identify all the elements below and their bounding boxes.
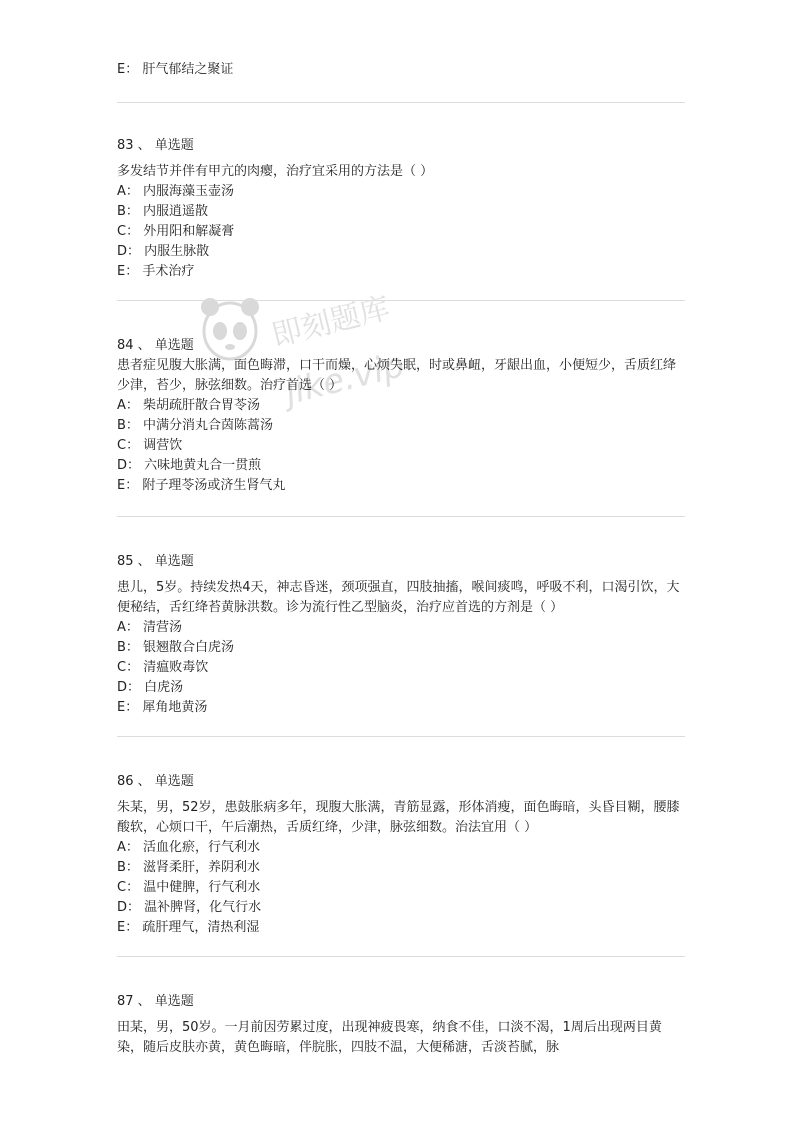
option-e[interactable]: E： 犀角地黄汤 [117, 700, 208, 715]
option-b[interactable]: B： 银翘散合白虎汤 [117, 640, 235, 655]
option-c[interactable]: C： 清瘟败毒饮 [117, 660, 209, 675]
option-a[interactable]: A： 活血化瘀，行气利水 [117, 840, 261, 855]
divider [117, 956, 685, 957]
divider [117, 736, 685, 737]
question-header: 87 、 单选题 [117, 994, 194, 1009]
question-83 [117, 136, 433, 282]
divider [117, 516, 685, 517]
question-84 [117, 336, 685, 496]
option-b[interactable]: B： 中满分消丸合茵陈蒿汤 [117, 418, 274, 433]
prev-option-e: E： 肝气郁结之聚证 [117, 62, 234, 77]
option-b[interactable]: B： 内服逍遥散 [117, 204, 209, 219]
divider [117, 102, 685, 103]
option-a[interactable]: A： 内服海藻玉壶汤 [117, 184, 235, 199]
option-d[interactable]: D： 白虎汤 [117, 680, 184, 695]
option-e[interactable]: E： 疏肝理气，清热利湿 [117, 920, 260, 935]
option-a[interactable]: A： 清营汤 [117, 620, 183, 635]
question-stem: 患儿，5岁。持续发热4天，神志昏迷，颈项强直，四肢抽搐，喉间痰鸣，呼吸不利，口渴引饮，大便秘结，舌红绛苔黄脉洪数。诊为流行性乙型脑炎，治疗应首选的方剂是（ ） [117, 580, 680, 615]
option-c[interactable]: C： 调营饮 [117, 438, 183, 453]
question-stem: 患者症见腹大胀满，面色晦滞，口干而燥，心烦失眠，时或鼻衄，牙龈出血，小便短少，舌质红绛少津，苔少，脉弦细数。治疗首选（ ） [117, 358, 677, 393]
question-87 [117, 992, 685, 1058]
option-d[interactable]: D： 内服生脉散 [117, 244, 210, 259]
option-e[interactable]: E： 附子理苓汤或济生肾气丸 [117, 478, 286, 493]
divider [117, 300, 685, 301]
question-86 [117, 772, 685, 938]
question-85 [117, 552, 685, 718]
option-c[interactable]: C： 温中健脾，行气利水 [117, 880, 261, 895]
question-header: 86 、 单选题 [117, 774, 194, 789]
option-d[interactable]: D： 六味地黄丸合一贯煎 [117, 458, 262, 473]
question-header: 83 、 单选题 [117, 138, 194, 153]
question-stem: 朱某，男，52岁，患鼓胀病多年，现腹大胀满，青筋显露，形体消瘦，面色晦暗，头昏目糊，腰膝酸软，心烦口干，午后潮热，舌质红绛，少津，脉弦细数。治法宜用（ ） [117, 800, 680, 835]
question-header: 85 、 单选题 [117, 554, 194, 569]
option-a[interactable]: A： 柴胡疏肝散合胃苓汤 [117, 398, 261, 413]
option-e[interactable]: E： 手术治疗 [117, 264, 195, 279]
question-stem: 田某，男，50岁。一月前因劳累过度，出现神疲畏寒，纳食不佳，口淡不渴，1周后出现两目黄染，随后皮肤亦黄，黄色晦暗，伴脘胀，四肢不温，大便稀溏，舌淡苔腻，脉 [117, 1020, 662, 1055]
option-c[interactable]: C： 外用阳和解凝膏 [117, 224, 235, 239]
question-stem: 多发结节并伴有甲亢的肉瘿，治疗宜采用的方法是（ ） [117, 164, 434, 179]
option-d[interactable]: D： 温补脾肾，化气行水 [117, 900, 262, 915]
watermark-url: jike.vip [280, 344, 409, 414]
watermark-name: 即刻题库 [268, 290, 394, 354]
question-header: 84 、 单选题 [117, 338, 194, 353]
option-b[interactable]: B： 滋肾柔肝，养阴利水 [117, 860, 261, 875]
